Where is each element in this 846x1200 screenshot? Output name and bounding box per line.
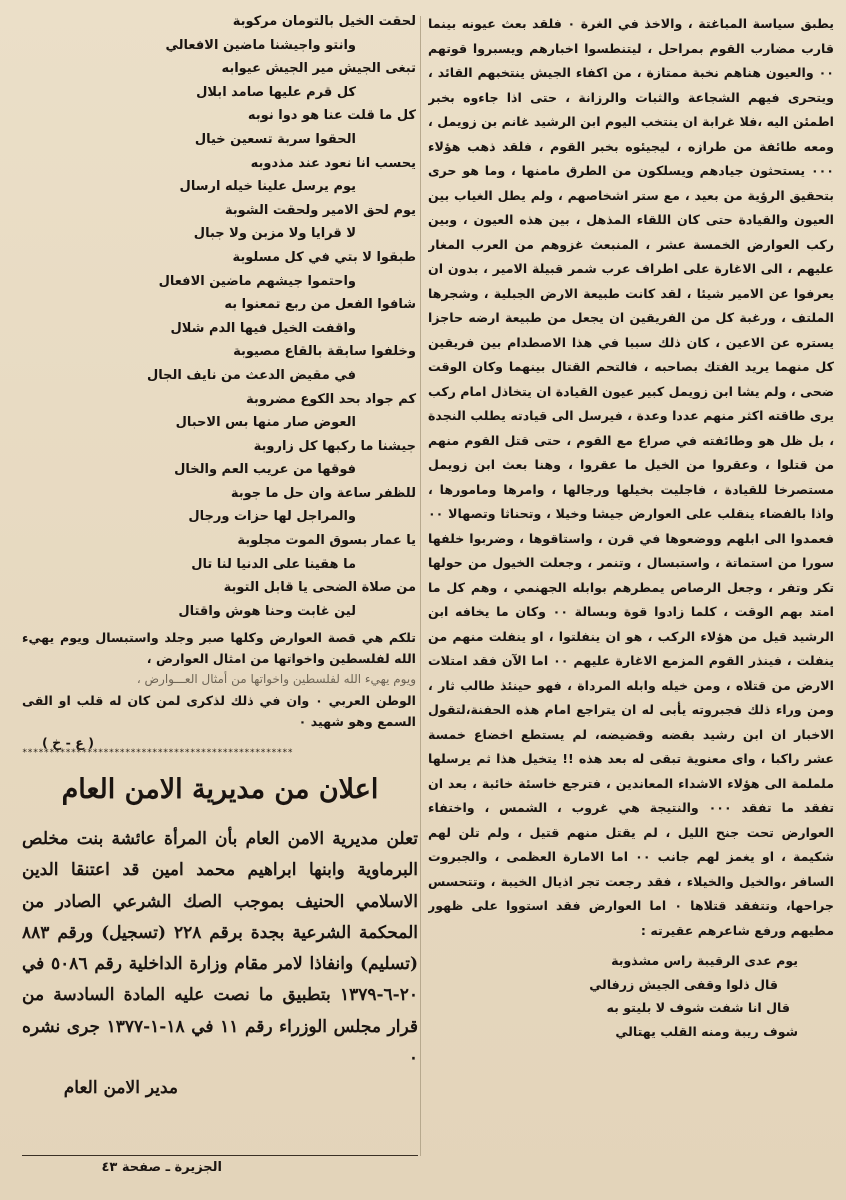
notice-signature: مدير الامن العام xyxy=(63,1078,178,1099)
verse-line: شوف ريبة ومنه القلب يهتالي xyxy=(615,1023,798,1039)
verse-line: يوم عدى الرقيبة راس مشذوبة xyxy=(611,953,798,968)
closing-faded-text: ويوم يهيء الله لفلسطين واخواتها من أمثال العـــوارض ، xyxy=(136,672,416,687)
poem-closing xyxy=(22,627,416,753)
poem-line: لا قرايا ولا مزبن ولا جبال xyxy=(193,226,356,242)
footer-rule xyxy=(22,1155,418,1156)
poem-line: جيشنا ما ركبها كل زاروبة xyxy=(253,438,416,454)
article-paragraph: يطبق سياسة المباغتة ، والاخذ في الغرة ٠ فلقد بعث عيونه بينما قارب مضارب القوم بمراحل ، ليتنطسوا اخبارهم ويسبروا قوتهم ٠٠ والعيون هناهم نخبة ممتازة ، من اكفاء الجيش ينتخبهم القائد ، ويتحرى فيهم الشجاعة والثبات والرزانة ، حتى اذا جاءوه بخبر اطمئن اليه ،فلا غرابة ان ينتخب اليوم ابن الرشيد غانم بن زويمل ، ومعه طائفة من طرازه ، ليجيئوه بخبر القوم ، فلقد ذهب هؤلاء ٠٠٠ يستحثون جيادهم ويسلكون من الطرق مامنها ، وما هو حرى بتحقيق الرؤية من بعيد ، مع ستر اشخاصهم ، ولم يطل الغياب بين العيون والقيادة حتى كان اللقاء المذهل ، بين هذه العيون ، وبين ركب العوارض الخمسة عشر ، المنبعث غزوهم من العرب المغار عليهم ، الى الاغارة على اطراف عرب شمر قبيلة الامير ، بدون ان يعرفوا عن الامير شيئا ، لقد كانت طبيعة الارض الجبلية ، وشجرها الملتف ، ورغبة كل من الفريقين ان يجعل من طبيعة ارضه حاجزا يستره عن الاعين ، كان ذلك سببا في هذا الاصطدام بين فريقين كل منهما يريد الفتك بصاحبه ، فالتحم القتال بينهما وكان الوقت ضحى ، ولم يشا ابن زويمل كبير عيون القيادة ان يتخاذل امام ركب يرى طاقته اكثر منهم عددا وعدة ، فيرسل الى قيادته يطلب النجدة ، بل ظل هو وطائفته في صراع مع القوم ، حتى قتل القوم منهم من قتلوا ، وعقروا من الخيل ما عقروا ، وهنا بعث ابن زويمل مستصرخا للقيادة ، فاجليت بخيلها ورجالها ، وامرها ومامورها ، واذا بالفضاء ينقلب على العوارض جيشا وخيلا ، وتحناثا وتصهالا ٠٠ فعمدوا الى ابلهم ووضعوها في قرن ، واستاقوها ، وضربوا خلفها سورا من استماتة ، واستبسال ، وتنمر ، وجعلت الخيول من حولها تكر وتفر ، وجعل الرصاص يمطرهم بوابله الجهنمي ، وهم كل ما امتد بهم الوقت ، كلما زادوا قوة وبسالة ٠٠ وكان ما يخافه ابن الرشيد قيل من هؤلاء الركب ، هو ان ينفلتوا ، او ينفلت منهم من ينفلت ، فينذر القوم المزمع الاغارة عليهم ٠٠ اما الآن فقد امتلات الارض من قتلاه ، ومن خيله وابله المرداة ، فهو حينئذ طالب ثار ، ومن وراء ذلك فجبروته يأبى له ان يتراجع امام هذه الحفنة،لتقول الاخبار ان ابن رشيد بقضه وقضيضه، لم يستطع اخضاع خمسة عشر راكبا ، واى معنوية تبقى له بعد هذه !! يتخيل هذا ثم يرسلها ململمة الى هؤلاء الاشداء المعاندين ، فترجع خاسئة خائبة ، بعد ان تفقد ما تفقد ٠٠٠ والنتيجة هي غروب ، الشمس ، واختفاء العوارض تحت جنح الليل ، لم يقتل منهم قتيل ، ولم تلن لهم شكيمة ، او يغمز لهم جانب ٠٠ اما الامارة العظمى ، والجبروت السافر ،والخيل والخيلاء ، فقد رجعت تجر اذيال الخيبة ، وتتحسس جراحها، وتتفقد قتلاها ٠ اما العوارض فقد استووا على ظهور مطيهم ورفع شاعرهم عقيرته : xyxy=(428,16,834,938)
poem xyxy=(22,10,416,623)
star-separator: ************************************************** xyxy=(22,748,293,758)
poem-line: الحقوا سربة تسعين خيال xyxy=(194,131,356,147)
poem-line: للظفر ساعة وان حل ما جوبة xyxy=(230,485,416,501)
verse-line: قال ذلوا وقفى الجيش زرفالي xyxy=(589,976,778,992)
poem-line: لين غابت وحنا هوش واقتال xyxy=(178,603,356,619)
poem-line: من صلاة الضحى يا قابل التوبة xyxy=(223,580,416,596)
poem-line: واحتموا جيشهم ماضين الافعال xyxy=(158,273,356,289)
poem-line: لحقت الخيل بالتومان مركوبة xyxy=(232,14,416,29)
poem-line: يحسب انا نعود عند مذدوبه xyxy=(250,155,416,171)
author-initials: ( ع - خ ) xyxy=(42,735,94,751)
poem-line: وخلفوا سابقة بالقاع مصيوبة xyxy=(233,344,416,360)
verse-line: قال انا شفت شوف لا بليتو به xyxy=(606,1000,790,1015)
notice-title: اعلان من مديرية الامن العام xyxy=(61,774,379,805)
article-column xyxy=(428,12,834,1157)
poem-line: يا عمار بسوق الموت مجلوبة xyxy=(237,533,416,549)
poem-line: في مقيض الدعث من نايف الجال xyxy=(147,367,356,383)
page-footer: الجزيرة ـ صفحة ٤٣ xyxy=(101,1160,222,1175)
poem-line: فوقها من عريب العم والخال xyxy=(174,462,356,478)
poem-line: يوم يرسل علينا خيله ارسال xyxy=(179,179,356,195)
security-notice xyxy=(22,770,418,1102)
poem-line: واقفت الخيل فيها الدم شلال xyxy=(170,320,356,336)
poem-line: العوض صار منها بس الاحبال xyxy=(175,415,356,431)
poem-line: شافوا الفعل من ربع تمعنوا به xyxy=(224,297,416,313)
poem-line: ما هقينا على الدنيا لنا تال xyxy=(191,556,356,572)
closing-text: تلكم هي قصة العوارض وكلها صبر وجلد واستبسال ويوم يهيء الله لفلسطين واخواتها من امثال العوارض ، xyxy=(22,630,416,667)
poem-column xyxy=(22,10,416,753)
notice-body: تعلن مديرية الامن العام بأن المرأة عائشة بنت مخلص البرماوية وابنها ابراهيم محمد امين قد اعتنقا الدين الاسلامي الحنيف بموجب الصك الشرعي الصادر من المحكمة الشرعية بجدة برقم ٢٢٨ (تسجيل) ورقم ٨٨٣ (تسليم) وانفاذا لامر مقام وزارة الداخلية رقم ٥٠٨٦ في ٢٠-٦-١٣٧٩ بتطبيق ما نصت عليه المادة السادسة من قرار مجلس الوزراء رقم ١١ في ١٨-١-١٣٧٧ جرى نشره ٠ xyxy=(22,829,419,1069)
poem-line: كل ما قلت عنا هو دوا نوبه xyxy=(247,108,416,124)
poem-line: طبقوا لا بتي في كل مسلوبة xyxy=(232,249,416,265)
poem-line: وانتو واجيشنا ماضين الافعالي xyxy=(165,37,356,53)
closing-end-text: الوطن العربي ٠ وان في ذلك لذكرى لمن كان له قلب او القى السمع وهو شهيد ٠ xyxy=(22,693,416,730)
poem-line: كم جواد بحد الكوع مضروبة xyxy=(246,391,416,407)
poem-line: والمراجل لها حزات ورجال xyxy=(188,509,356,525)
poem-line: تبغى الجيش مير الجيش عيوابه xyxy=(221,61,416,77)
column-divider xyxy=(420,16,421,1156)
poem-line: يوم لحق الامير ولحقت الشوبة xyxy=(224,202,416,218)
article-verses xyxy=(428,949,834,1043)
poem-line: كل قرم عليها صامد ابلال xyxy=(196,84,356,100)
